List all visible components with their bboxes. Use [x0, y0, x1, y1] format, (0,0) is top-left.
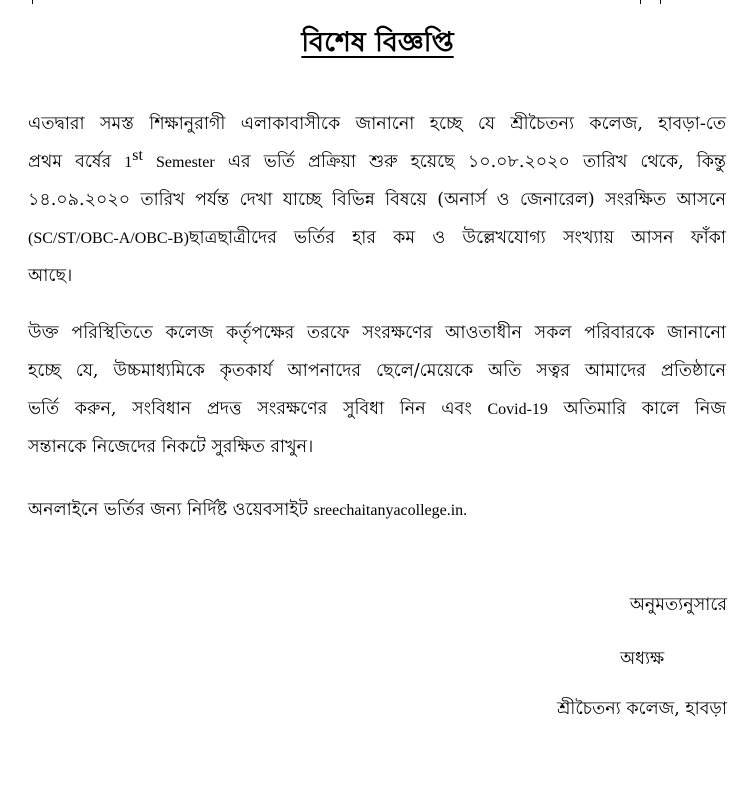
paragraph2-line3	[28, 390, 726, 428]
semester-number: 1	[124, 154, 133, 171]
paragraph-admission-status	[28, 105, 726, 295]
paragraph1-line2-end: এর ভর্তি প্রক্রিয়া শুরু হয়েছে ১০.০৮.২০২০ তারিখ থেকে, কিন্তু	[227, 152, 726, 172]
signature-institution: শ্রীচৈতন্য কলেজ, হাবড়া	[557, 699, 727, 719]
paragraph1-line3: ১৪.০৯.২০২০ তারিখ পর্যন্ত দেখা যাচ্ছে বিভিন্ন বিষয়ে (অনার্স ও জেনারেল) সংরক্ষিত আসনে	[28, 190, 726, 210]
paragraph2-line2: হচ্ছে যে, উচ্চমাধ্যমিকে কৃতকার্য আপনাদের ছেলে/মেয়েকে অতি সত্বর আমাদের প্রতিষ্ঠানে	[28, 361, 726, 381]
semester-ordinal: st	[132, 147, 143, 165]
paragraph-appeal	[28, 314, 726, 466]
website-intro: অনলাইনে ভর্তির জন্য নির্দিষ্ট ওয়েবসাইট	[28, 500, 308, 520]
covid-term: Covid-19	[487, 401, 548, 418]
edge-mark	[640, 0, 647, 4]
paragraph1-line1: এতদ্বারা সমস্ত শিক্ষানুরাগী এলাকাবাসীকে জানানো হচ্ছে যে শ্রীচৈতন্য কলেজ, হাবড়া-তে	[28, 114, 726, 134]
edge-mark	[660, 0, 667, 4]
signature-title: অধ্যক্ষ	[620, 649, 665, 669]
paragraph1-line4	[28, 219, 726, 257]
paragraph-website	[28, 491, 726, 529]
paragraph2-line3-start: ভর্তি করুন, সংবিধান প্রদত্ত সংরক্ষণের সুবিধা নিন এবং	[28, 399, 472, 419]
paragraph2-line1: উক্ত পরিস্থিতিতে কলেজ কর্তৃপক্ষের তরফে সংরক্ষণের আওতাধীন সকল পরিবারকে জানানো	[28, 323, 726, 343]
notice-title	[0, 22, 755, 67]
paragraph1-line2	[28, 143, 726, 181]
paragraph2-line3-end: অতিমারি কালে নিজ	[563, 399, 726, 419]
semester-word: Semester	[156, 154, 215, 171]
paragraph3-line	[28, 491, 726, 529]
paragraph1-line2-start: প্রথম বর্ষের	[28, 152, 112, 172]
edge-mark	[32, 0, 39, 4]
paragraph1-line4-end: ছাত্রছাত্রীদের ভর্তির হার কম ও উল্লেখযোগ্য সংখ্যায় আসন ফাঁকা	[188, 228, 726, 248]
signature-authority: অনুমত্যনুসারে	[629, 595, 727, 615]
notice-title-text: বিশেষ বিজ্ঞপ্তি	[301, 27, 454, 58]
paragraph2-line4: সন্তানকে নিজেদের নিকটে সুরক্ষিত রাখুন।	[28, 437, 314, 457]
paragraph1-line5: আছে।	[28, 266, 73, 286]
reserved-categories: (SC/ST/OBC-A/OBC-B)	[28, 230, 189, 247]
top-edge-marks	[0, 0, 755, 6]
website-link[interactable]: sreechaitanyacollege.in.	[313, 502, 468, 519]
